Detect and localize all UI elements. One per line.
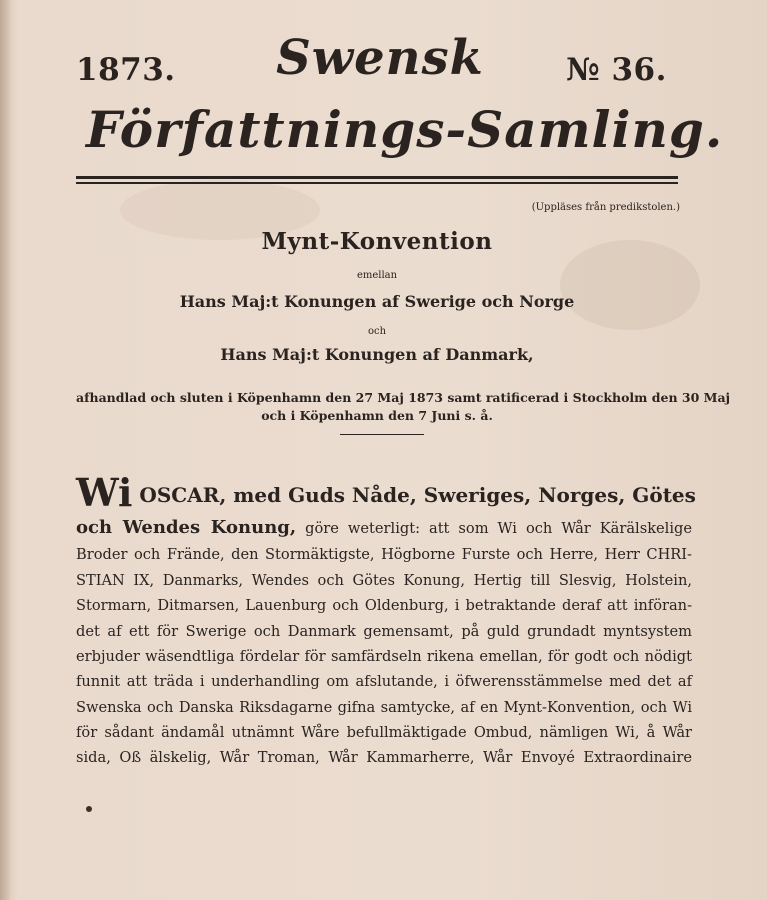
body-line-1-text: OSCAR, med Guds Nåde, Sweriges, Norges, Götes [132, 483, 696, 507]
masthead-title-line1: Swensk [276, 30, 484, 86]
body-line-2-text: göre weterligt: att som Wi och Wår Kärälskelige [296, 520, 692, 537]
body-line: för sådant ändamål utnämnt Wåre befullmäktigade Ombud, nämligen Wi, å Wår [76, 724, 692, 741]
and-label: och [367, 326, 387, 337]
body-line: erbjuder wäsendtliga fördelar för samfärdseln rikena emellan, för godt och nödigt [76, 648, 692, 665]
binding-edge [0, 0, 10, 900]
issue-number: № 36. [566, 52, 667, 88]
issue-year: 1873. [76, 52, 176, 88]
ink-dot [86, 806, 92, 812]
masthead-rule [76, 176, 678, 179]
convention-title: Mynt-Konvention [261, 228, 493, 255]
body-line: funnit att träda i underhandling om afslutande, i öfwerensstämmelse med det af [76, 673, 692, 690]
masthead-rule-thin [76, 182, 678, 184]
body-line: STIAN IX, Danmarks, Wendes och Götes Konung, Hertig till Slesvig, Holstein, [76, 572, 692, 589]
party-denmark: Hans Maj:t Konungen af Danmark, [220, 345, 534, 364]
reading-note: (Uppläses från predikstolen.) [531, 202, 680, 213]
party-sweden-norway: Hans Maj:t Konungen af Swerige och Norge [179, 292, 575, 311]
convention-subtitle-line1: afhandlad och sluten i Köpenhamn den 27 Maj 1873 samt ratificerad i Stockholm den 30 Maj [76, 390, 731, 405]
body-line-2-bold: och Wendes Konung, [76, 517, 297, 538]
body-line: det af ett för Swerige och Danmark gemensamt, på guld grundadt myntsystem [76, 623, 692, 640]
body-line-1 [76, 470, 696, 515]
body-line: sida, Oß älskelig, Wår Troman, Wår Kammarherre, Wår Envoyé Extraordinaire [76, 749, 692, 766]
body-line: Swenska och Danska Riksdagarne gifna samtycke, af en Mynt-Konvention, och Wi [76, 699, 692, 716]
drop-cap: Wi [76, 470, 133, 515]
body-line: Broder och Frände, den Stormäktigste, Högborne Furste och Herre, Herr CHRI- [76, 546, 692, 563]
section-separator [340, 434, 424, 435]
masthead-title-line2: Författnings-Samling. [86, 100, 724, 159]
body-line: Stormarn, Ditmarsen, Lauenburg och Oldenburg, i betraktande deraf att införan- [76, 597, 692, 614]
body-line-2 [76, 517, 692, 538]
convention-subtitle-line2: och i Köpenhamn den 7 Juni s. å. [261, 408, 493, 423]
between-label: emellan [356, 270, 398, 281]
